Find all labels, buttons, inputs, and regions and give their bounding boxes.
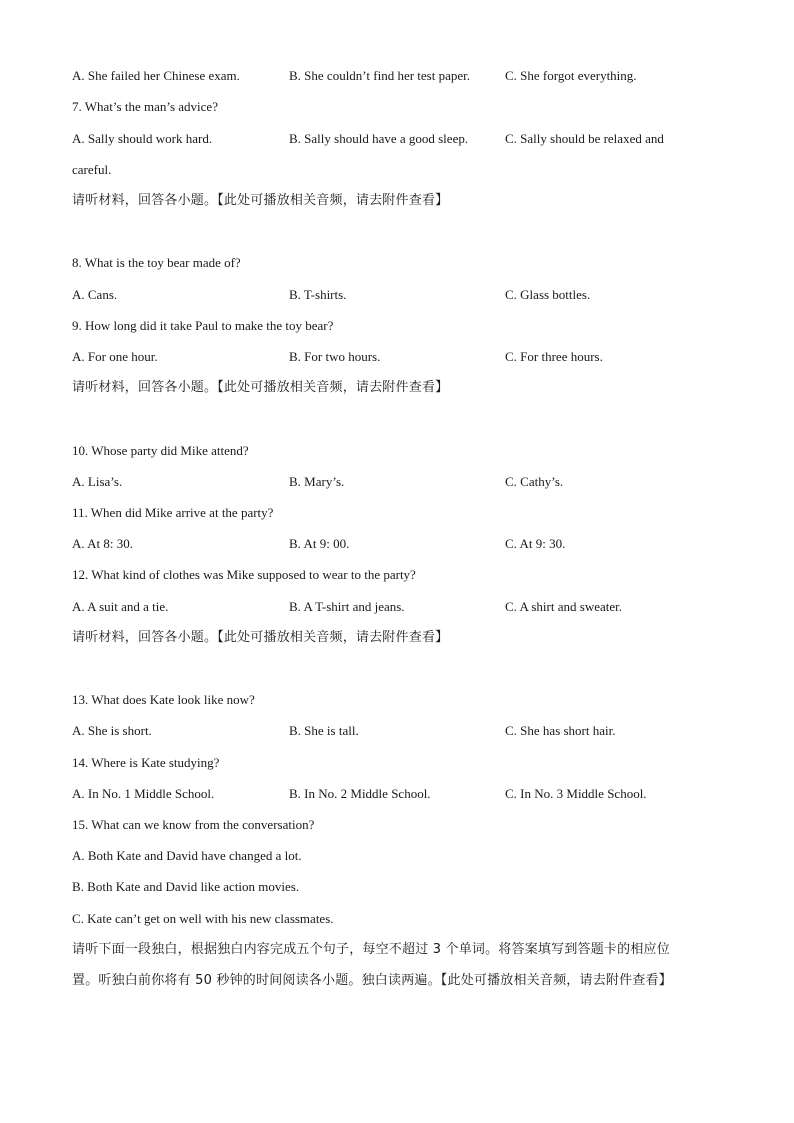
q15-question: 15. What can we know from the conversation? [72,817,315,832]
q11-option-b: B. At 9: 00. [289,536,350,551]
section-instruction-line-1: 请听下面一段独白，根据独白内容完成五个句子，每空不超过 3 个单词。将答案填写到答题卡的相应位 [72,942,670,957]
q14-option-a: A. In No. 1 Middle School. [72,786,215,801]
q15-option-b: B. Both Kate and David like action movies. [72,879,300,894]
q11-option-a: A. At 8: 30. [72,536,134,551]
q9-option-b: B. For two hours. [289,349,381,364]
q14-option-b: B. In No. 2 Middle School. [289,786,431,801]
q10-option-c: C. Cathy’s. [505,474,564,489]
q13-option-c: C. She has short hair. [505,723,616,738]
q7-option-b: B. Sally should have a good sleep. [289,131,469,146]
listening-instruction: 请听材料，回答各小题。【此处可播放相关音频，请去附件查看】 [72,193,449,208]
q14-option-c: C. In No. 3 Middle School. [505,786,647,801]
q11-option-c: C. At 9: 30. [505,536,566,551]
q10-option-a: A. Lisa’s. [72,474,123,489]
q9-question: 9. How long did it take Paul to make the toy bear? [72,318,334,333]
q11-question: 11. When did Mike arrive at the party? [72,505,274,520]
q12-option-a: A. A suit and a tie. [72,599,169,614]
q13-option-b: B. She is tall. [289,723,359,738]
q9-option-a: A. For one hour. [72,349,158,364]
q12-option-b: B. A T-shirt and jeans. [289,599,405,614]
q12-question: 12. What kind of clothes was Mike supposed to wear to the party? [72,567,416,582]
q8-option-c: C. Glass bottles. [505,287,591,302]
q14-question: 14. Where is Kate studying? [72,755,220,770]
q12-option-c: C. A shirt and sweater. [505,599,622,614]
q10-option-b: B. Mary’s. [289,474,345,489]
q6-option-b: B. She couldn’t find her test paper. [289,68,471,83]
q7-option-c-continuation: careful. [72,162,112,177]
q6-option-c: C. She forgot everything. [505,68,637,83]
q10-question: 10. Whose party did Mike attend? [72,443,249,458]
q13-question: 13. What does Kate look like now? [72,692,255,707]
q7-option-a: A. Sally should work hard. [72,131,213,146]
q15-option-a: A. Both Kate and David have changed a lot. [72,848,302,863]
q13-option-a: A. She is short. [72,723,152,738]
listening-instruction: 请听材料，回答各小题。【此处可播放相关音频，请去附件查看】 [72,630,449,645]
listening-instruction: 请听材料，回答各小题。【此处可播放相关音频，请去附件查看】 [72,380,449,395]
q7-question: 7. What’s the man’s advice? [72,99,218,114]
q9-option-c: C. For three hours. [505,349,603,364]
q8-option-b: B. T-shirts. [289,287,347,302]
q15-option-c: C. Kate can’t get on well with his new classmates. [72,911,334,926]
q8-question: 8. What is the toy bear made of? [72,255,241,270]
section-instruction-line-2: 置。听独白前你将有 50 秒钟的时间阅读各小题。独白读两遍。【此处可播放相关音频，请去附件查看】 [72,973,672,988]
q6-option-a: A. She failed her Chinese exam. [72,68,240,83]
q8-option-a: A. Cans. [72,287,118,302]
q7-option-c: C. Sally should be relaxed and [505,131,664,146]
